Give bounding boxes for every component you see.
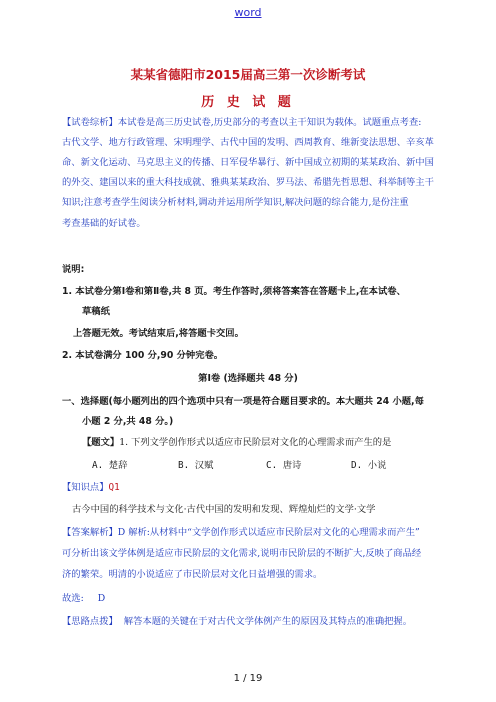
- part-heading-line-2: 小题 2 分,共 48 分。): [82, 416, 174, 427]
- subject-title: 历 史 试 题: [201, 95, 295, 110]
- notes-heading: 说明:: [62, 264, 85, 275]
- part-heading-line-1: 一、选择题(每小题列出的四个选项中只有一项是符合题目要求的。本大题共 24 小题,每: [62, 396, 424, 407]
- answer-value: D: [97, 593, 106, 604]
- analysis-tag: 【答案解析】: [62, 527, 118, 538]
- summary-line-3: 命、新文化运动、马克思主义的传播、日军侵华暴行、新中国成立初期的某某政治、新中国: [62, 157, 434, 168]
- analysis-line-1: 【答案解析】D 解析:从材料中“文学创作形式以适应市民阶层对文化的心理需求而产生”: [62, 527, 420, 538]
- knowledge-detail: 古今中国的科学技术与文化·古代中国的发明和发现、辉煌灿烂的文学·文学: [72, 504, 376, 515]
- analysis-line-2: 可分析出该文学体例是适应市民阶层的文化需求,说明市民阶层的不断扩大,反映了商品经: [62, 548, 422, 559]
- summary-tag: 【试卷综析】: [62, 117, 118, 128]
- tip-tag: 【思路点拨】: [62, 616, 118, 627]
- knowledge-tag: 【知识点】: [62, 482, 109, 493]
- summary-line-1: 【试卷综析】本试卷是高三历史试卷,历史部分的考查以主干知识为载体。试题重点考查:: [62, 117, 422, 128]
- volume-title: 第Ⅰ卷 (选择题共 48 分): [198, 373, 298, 384]
- option-d: D. 小说: [351, 460, 387, 471]
- tip-line: 【思路点拨】 解答本题的关键在于对古代文学体例产生的原因及其特点的准确把握。: [62, 616, 413, 627]
- knowledge-code: Q1: [108, 482, 120, 493]
- summary-line-2: 古代文学、地方行政管理、宋明理学、古代中国的发明、西周教育、维新变法思想、辛亥革: [62, 137, 434, 148]
- notes-item-1-line-2: 草稿纸: [82, 306, 110, 317]
- option-c: C. 唐诗: [266, 460, 302, 471]
- knowledge-point: [62, 482, 120, 494]
- page-number: 1 / 19: [233, 673, 263, 684]
- answer-line: [62, 593, 105, 605]
- option-a: A. 楚辞: [92, 460, 128, 471]
- notes-item-1-line-1: 1. 本试卷分第Ⅰ卷和第Ⅱ卷,共 8 页。考生作答时,须将答案答在答题卡上,在本试卷、: [62, 286, 406, 297]
- summary-line-6: 考查基础的好试卷。: [62, 218, 146, 229]
- notes-item-1-line-3: 上答题无效。考试结束后,将答题卡交回。: [73, 328, 244, 339]
- notes-item-2: 2. 本试卷满分 100 分,90 分钟完卷。: [62, 350, 224, 361]
- analysis-line-3: 济的繁荣。明清的小说适应了市民阶层对文化日益增强的需求。: [62, 569, 323, 580]
- word-link[interactable]: word: [234, 6, 262, 19]
- option-b: B. 汉赋: [178, 460, 214, 471]
- summary-line-4: 的外交、建国以来的重大科技成就、雅典某某政治、罗马法、希腊先哲思想、科举制等主干: [62, 177, 434, 188]
- question-stem: 【题文】1. 下列文学创作形式以适应市民阶层对文化的心理需求而产生的是: [82, 437, 392, 448]
- summary-line-5: 知识;注意考查学生阅读分析材料,调动并运用所学知识,解决问题的综合能力,是份注重: [62, 197, 409, 208]
- question-tag: 【题文】: [82, 437, 120, 448]
- exam-title: 某某省德阳市2015届高三第一次诊断考试: [130, 67, 366, 82]
- answer-label: 故选:: [62, 593, 84, 604]
